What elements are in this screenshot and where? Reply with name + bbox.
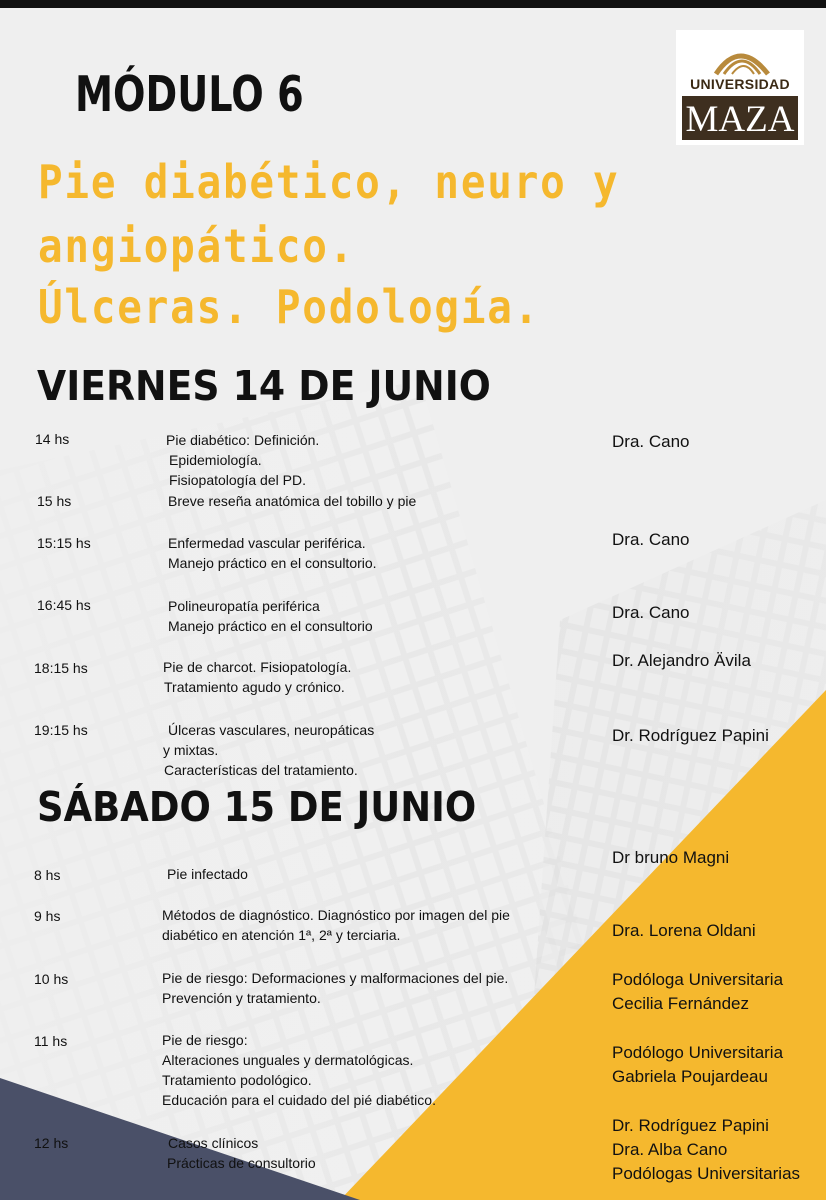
session-time: 11 hs — [34, 1033, 68, 1049]
session-description: Pie diabético: Definición. Epidemiología. Fisiopatología del PD. — [166, 432, 320, 488]
session-description: Pie infectado — [167, 866, 248, 882]
session-time: 10 hs — [34, 971, 69, 987]
session-speaker: Dra. Cano — [612, 603, 690, 622]
day-heading-saturday: SÁBADO 15 DE JUNIO — [37, 783, 477, 831]
session-speaker: Dr. Alejandro Ävila — [612, 651, 751, 670]
session-time: 14 hs — [35, 431, 70, 447]
session-speaker: Dr bruno Magni — [612, 848, 730, 867]
session-speaker: Dr. Rodríguez Papini Dra. Alba Cano Podólogas Universitarias — [612, 1116, 801, 1183]
session-description: Polineuropatía periférica Manejo práctico en el consultorio — [168, 598, 373, 634]
session-time: 8 hs — [34, 867, 61, 883]
session-speaker: Dra. Lorena Oldani — [612, 921, 756, 940]
session-speaker: Podóloga Universitaria Cecilia Fernández — [612, 970, 784, 1013]
session-description: Métodos de diagnóstico. Diagnóstico por imagen del pie diabético en atención 1ª, 2ª y terciaria. — [162, 907, 510, 943]
session-time: 15:15 hs — [37, 535, 91, 551]
session-time: 19:15 hs — [34, 722, 88, 738]
session-speaker: Dr. Rodríguez Papini — [612, 726, 769, 745]
module-heading: MÓDULO 6 — [75, 66, 304, 123]
day-heading-friday: VIERNES 14 DE JUNIO — [37, 362, 491, 410]
session-description: Pie de charcot. Fisiopatología. Tratamiento agudo y crónico. — [163, 659, 352, 695]
session-time: 16:45 hs — [37, 597, 91, 613]
session-time: 15 hs — [37, 493, 72, 509]
title-line-1: Pie diabético, neuro y — [38, 155, 620, 209]
session-speaker: Dra. Cano — [612, 432, 690, 451]
session-description: Pie de riesgo: Alteraciones unguales y dermatológicas. Tratamiento podológico. Educación para el cuidado del pié diabético. — [162, 1032, 436, 1108]
logo-bottom-text: MAZA — [685, 99, 795, 140]
session-description: Enfermedad vascular periférica. Manejo práctico en el consultorio. — [168, 535, 377, 571]
title-line-3: Úlceras. Podología. — [38, 280, 541, 334]
session-description: Casos clínicos Prácticas de consultorio — [167, 1135, 316, 1171]
logo-top-text: UNIVERSIDAD — [690, 76, 790, 92]
title-line-2: angiopático. — [38, 219, 356, 273]
session-time: 12 hs — [34, 1135, 69, 1151]
session-time: 18:15 hs — [34, 660, 88, 676]
university-logo — [676, 30, 804, 145]
session-time: 9 hs — [34, 908, 61, 924]
session-description: Pie de riesgo: Deformaciones y malformaciones del pie. Prevención y tratamiento. — [162, 970, 509, 1006]
session-speaker: Dra. Cano — [612, 530, 690, 549]
logo-arch-icon — [676, 30, 804, 80]
session-description: Breve reseña anatómica del tobillo y pie — [168, 493, 417, 509]
session-speaker: Podólogo Universitaria Gabriela Poujardeau — [612, 1043, 784, 1086]
session-description: Úlceras vasculares, neuropáticas y mixtas. Características del tratamiento. — [163, 722, 375, 778]
